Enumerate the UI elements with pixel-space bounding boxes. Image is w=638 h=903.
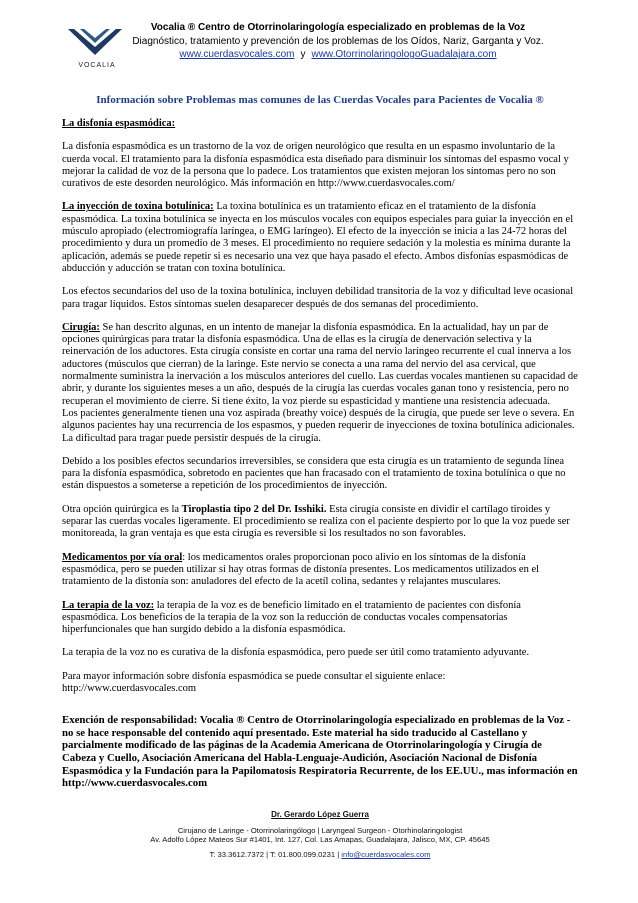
disfonia-heading-paragraph — [62, 118, 578, 130]
header-link-separator: y — [300, 49, 306, 60]
mayor-info-text: Para mayor información sobre disfonía espasmódica se puede consultar el siguiente enlace: — [62, 670, 446, 682]
tiroplastia-post: Esta cirugía consiste en dividir el cartílago tiroides y separar las cuerdas vocales ligeramente. El procedimiento se realiza con el paciente despierto por lo que la voz puede ser monitoreada, la gran ventaja es que esta cirugía es reversible si los resultados no son favorables. — [62, 503, 570, 540]
toxina-heading: La inyección de toxina botulínica: — [62, 201, 214, 213]
terapia-paragraph — [62, 600, 578, 637]
efectos-paragraph: Los efectos secundarios del uso de la toxina botulínica, incluyen debilidad transitoria de la voz y dificultad leve ocasional para tragar líquidos. Estos síntomas suelen desaparecer después de dos semanas del procedimiento. — [62, 286, 574, 310]
document-body — [62, 118, 578, 801]
mayor-info-paragraph — [62, 671, 578, 696]
footer-roles: Cirujano de Laringe - Otorrinolaringólogo | Laryngeal Surgeon - Otorhinolaringologist — [177, 826, 463, 835]
header-links — [128, 48, 548, 61]
footer-phones: T: 33.3612.7372 | T: 01.800.099.0231 | — [209, 850, 342, 859]
mayor-info-link[interactable]: http://www.cuerdasvocales.com — [62, 682, 197, 694]
terapia-heading: La terapia de la voz: — [62, 599, 155, 611]
disfonia-paragraph: La disfonía espasmódica es un trastorno de la voz de origen neurológico que resulta en un espasmo involuntario de la cuerda vocal. El tratamiento para la disfonía espasmódica esta diseñado para disminuir los síntomas del espasmo vocal y mejorar la calidad de voz de la persona que lo padece. Los tratamientos que existen mejoran los síntomas pero no son curativos de este desorden neurológico. Más información en http://www.cuerdasvocales.com/ — [62, 141, 569, 190]
spacer — [62, 706, 578, 714]
toxina-text: La toxina botulínica es un tratamiento eficaz en el tratamiento de la disfonía espasmódica. La toxina botulínica se inyecta en los músculos vocales con equipos especiales para guiar la inyección en el músculo apropiado (electromiografía laríngea, o EMG laríngeo). El efecto de la inyección se inicia a las 24-72 horas del procedimiento y dura un promedio de 3 meses. El procedimiento no requiere sedación y la molestia es mínima durante la aplicación, además se puede repetir si es necesario una vez que haya pasado el efecto. Ambos disfonías espasmódicas de abducción y aducción se tratan con toxina botulínica. — [62, 201, 574, 274]
header-link-cuerdasvocales[interactable]: www.cuerdasvocales.com — [179, 49, 295, 60]
footer-address: Av. Adolfo López Mateos Sur #1401, Int. 127, Col. Las Amapas, Guadalajara, Jalisco, MX, CP. 45645 — [150, 835, 490, 844]
toxina-paragraph — [62, 201, 578, 275]
medicamentos-heading: Medicamentos por vía oral — [62, 551, 183, 563]
document-title: Información sobre Problemas mas comunes de las Cuerdas Vocales para Pacientes de Vocalia ® — [96, 94, 544, 106]
footer-contact — [62, 850, 578, 859]
footer-doctor-name: Dr. Gerardo López Guerra — [271, 810, 369, 819]
tiroplastia-bold: Tiroplastia tipo 2 del Dr. Isshiki. — [181, 503, 327, 515]
cirugia-text-2: Los pacientes generalmente tienen una voz aspirada (breathy voice) después de la cirugía, que puede ser leve o severa. En algunos pacientes hay una recurrencia de los espasmos, y pueden requerir de inyecciones de toxina botulínica adicionales. La dificultad para tragar puede persistir después de la cirugía. — [62, 407, 575, 444]
disfonia-heading: La disfonía espasmódica: — [62, 118, 176, 129]
cirugia-text: Se han descrito algunas, en un intento de manejar la disfonía espasmódica. En la actualidad, hay un par de opciones quirúrgicas para tratar la disfonía espasmódica. Una de ellas es la cirugía de denervación selectiva y la reinervación de los aductores. Esta cirugía consiste en cortar una rama del nervio laríngeo recurrente el cual innerva a los aductores (músculos que cierran) de la laringe. Este nervio se conecta a una rama del nervio del asa cervical, que normalmente suministra la inervación a los músculos anteriores del cuello. Las cuerdas vocales mantienen su capacidad de abrir, y durante los siguientes meses a un año, después de la cirugía las cuerdas vocales ganan tono y resistencia, pero no recuperan el movimiento de cierre. Si tiene éxito, la voz pierde su espasticidad y mantiene una resistencia adecuada. — [62, 321, 578, 407]
terapia-paragraph-2: La terapia de la voz no es curativa de la disfonía espasmódica, pero puede ser útil como tratamiento adyuvante. — [62, 647, 530, 659]
tiroplastia-paragraph — [62, 504, 578, 541]
medicamentos-paragraph — [62, 552, 578, 589]
debido-paragraph: Debido a los posibles efectos secundarios irreversibles, se considera que esta cirugía es un tratamiento de segunda línea para la disfonía espasmódica, sobretodo en pacientes que han fracasado con el tratamiento de toxina botulínica o que no están dispuestos a someterse a repetición de los procedimientos de inyección. — [62, 455, 566, 492]
header-subtitle: Diagnóstico, tratamiento y prevención de los problemas de los Oídos, Nariz, Garganta y Voz. — [132, 36, 544, 47]
header-title: Vocalia ® Centro de Otorrinolaringología especializado en problemas de la Voz — [150, 22, 526, 33]
logo-text: VOCALIA — [78, 62, 116, 69]
tiroplastia-pre: Otra opción quirúrgica es la — [62, 503, 182, 515]
header-link-otorrino[interactable]: www.OtorrinolaringologoGuadalajara.com — [311, 49, 497, 60]
terapia-text: la terapia de la voz es de beneficio limitado en el tratamiento de pacientes con disfonía espasmódica. Los beneficios de la terapia de la voz son la reducción de conductas vocales compensatorias hiperfuncionales que han surgido debido a la disfonía espasmódica. — [62, 599, 521, 636]
cirugia-heading: Cirugía: — [62, 321, 100, 333]
cirugia-paragraph — [62, 322, 578, 445]
disclaimer-paragraph: Exención de responsabilidad: Vocalia ® Centro de Otorrinolaringología especializado en problemas de la Voz - no se hace responsable del contenido aquí presentado. Este material ha sido traducido al Castellano y parcialmente modificado de las páginas de la Academia Americana de Otorrinolaringología y Cirugía de Cabeza y Cuello, Asociación Americana del Habla-Lenguaje-Audición, Asociación Nacional de Disfonía Espasmódica y la Fundación para la Papilomatosis Respiratoria Recurrente, de los EE.UU., mas información en http://www.cuerdasvocales.com — [62, 714, 578, 790]
footer-email-link[interactable]: info@cuerdasvocales.com — [341, 850, 431, 859]
medicamentos-text: : los medicamentos orales proporcionan poco alivio en los síntomas de la disfonía espasmódica, pero se pueden utilizar si hay otras formas de distonía presentes. Los medicamentos utilizados en el tratamiento de la distonía son: anuladores del efecto de la acetíl colina, sedantes y relajantes musculares. — [62, 551, 540, 588]
